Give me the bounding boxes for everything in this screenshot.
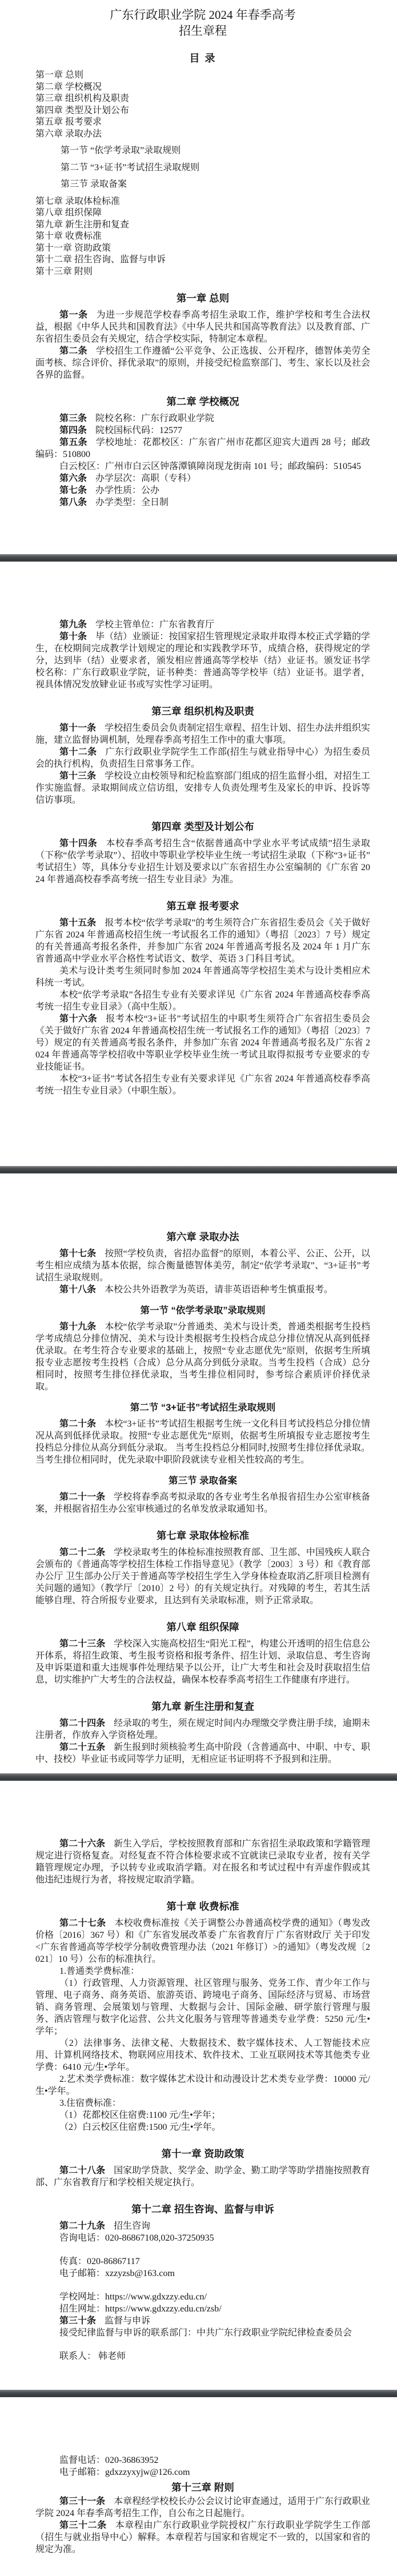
paragraph-text: 学校设立由校领导和纪检监察部门组成的招生监督小组，对招生工作实施监督。录取期间成立信访组，安排专人负责处理考生及家长的申诉、投诉等信访事项。 — [35, 771, 370, 805]
article-number: 第十一条 — [59, 723, 97, 733]
article-number: 第十条 — [59, 632, 87, 642]
toc-item: 第二章 学校概况 — [35, 82, 102, 92]
article-number: 第二十六条 — [59, 1839, 106, 1849]
paragraph — [35, 436, 370, 460]
toc-item: 第十三章 附则 — [35, 266, 93, 277]
toc-item: 第十二章 招生咨询、监督与申诉 — [35, 255, 166, 265]
article-number: 第二十条 — [59, 1419, 97, 1429]
chapter-heading: 第九章 新生注册和复查 — [151, 1701, 254, 1712]
article-number: 第十三条 — [59, 771, 97, 781]
article-number: 第二十七条 — [59, 1918, 106, 1928]
chapter-heading: 第十一章 资助政策 — [161, 2148, 244, 2160]
article-number: 第十六条 — [59, 1014, 98, 1024]
paragraph-text: 新生入学后，学校按照教育部和广东省招生录取政策和学籍管理规定进行资格复查。对经复查不符合体检要求或不宜就读已录取专业者，按有关学籍管理规定办理，予以转专业或取消学籍。对在报名和考试过程中有弄虚作假或其他违纪违规行为者，将按规定取消学籍。 — [35, 1839, 370, 1885]
toc-subitem: 第二节 “3+证书”考试招生录取规则 — [61, 162, 200, 173]
paragraph — [35, 1321, 370, 1393]
paragraph — [35, 2220, 370, 2232]
paragraph-text: 办学性质：公办 — [95, 486, 160, 495]
paragraph: 接受纪律监督与申诉的联系部门：中共广东行政职业学院纪律检查委员会 — [59, 2328, 352, 2338]
paragraph: 联系人： 韩老师 — [59, 2351, 126, 2361]
chapter-heading: 第十三章 附则 — [171, 2482, 234, 2493]
article-number: 第二十五条 — [59, 1742, 106, 1752]
toc-item: 第六章 录取办法 — [35, 129, 102, 139]
paragraph-text: 招生咨询 — [114, 2221, 151, 2231]
paragraph: 电子邮箱：gdxzzyxyjw@126.com — [59, 2467, 190, 2477]
paragraph: 咨询电话：020-86867108,020-37250935 — [59, 2233, 214, 2243]
paragraph-text: 为进一步规范学校春季高考招生录取工作，维护学校和考生合法权益，根据《中华人民共和国教育法》《中华人民共和国高等教育法》以及教育部、广东省招生委员会有关规定，结合学校实际，特制定本章程。 — [35, 310, 370, 344]
paragraph — [35, 424, 370, 436]
article-number: 第二十九条 — [59, 2221, 106, 2231]
chapter-heading: 第五章 报考要求 — [166, 900, 239, 912]
pdf-page — [0, 2397, 397, 2574]
paragraph-text: 院校国标代码：12577 — [95, 426, 183, 435]
paragraph-text: 广东行政职业学院学生工作部(招生与就业指导中心）为招生委员会的执行机构，负责招生日常事务工作。 — [35, 747, 370, 769]
paragraph-text: 本校收费标准按《关于调整公办普通高校学费的通知》（粤发改价格〔2016〕367 号）和《广东省发展改革委 广东省教育厅 广东省财政厅 关于印发<广东省普通高等学校学分制收费管理办法（2021 年修订）>的通知》（粤发改规〔2021〕10 号）公布的标准执行。 — [35, 1918, 370, 1964]
paragraph — [35, 746, 370, 770]
paragraph — [35, 838, 370, 886]
article-number: 第十五条 — [59, 918, 97, 928]
paragraph-text: 毕（结）业颁证：按国家招生管理规定录取并取得本校正式学籍的学生，在校期间完成教学计划规定的理论和实践教学环节，成绩合格，获得规定的学分，达到毕（结）业要求者，颁发相应普通高等学校毕（结）业证书。颁发证书学校名称：广东行政职业学院，证书种类：普通高等学校毕（结）业证书。退学者，视具体情况发放肄业证书或写实性学习证明。 — [35, 632, 370, 690]
article-number: 第二十四条 — [59, 1718, 106, 1728]
paragraph — [35, 1547, 370, 1607]
paragraph — [35, 2519, 370, 2555]
chapter-heading: 第二章 学校概况 — [166, 396, 239, 407]
paragraph — [35, 309, 370, 345]
article-number: 第八条 — [59, 498, 87, 507]
page-separator — [0, 1166, 397, 1173]
paragraph — [35, 2495, 370, 2519]
article-number: 第六条 — [59, 474, 87, 483]
pdf-page — [0, 1781, 397, 2390]
toc-item: 第十章 收费标准 — [35, 231, 102, 241]
toc-item: 第七章 录取体检标准 — [35, 196, 121, 206]
paragraph-text: 学校录取考生的体检标准按照教育部、卫生部、中国残疾人联合会颁布的《普通高等学校招生体检工作指导意见》（教学〔2003〕3 号）和《教育部办公厅 卫生部办公厅关于普通高等学校招生学生入学身体检查取消乙肝项目检测有关问题的通知》（教学厅〔2010〕2 号）的有关规定执行。对残障的考生，若其生活能够自理、符合所报专业要求，且达到有关录取标准，则予正常录取。 — [35, 1548, 370, 1605]
paragraph-text: 本校“依学考录取”分普通类、美术与设计类，普通类根据考生投档学考成绩总分排位情况、美术与设计类根据考生投档合成总分排位情况从高到低择优录取。在考生符合专业要求的基础上，按照“专业志愿优先”原则，依据考生所填报专业志愿按考生投档（合成）总分从高分到低分录取。当考生投档（合成）总分相同时，按照考生排位择优录取，当考生排位相同时，参考综合素质评价择优录取。 — [35, 1322, 370, 1392]
chapter-heading: 第四章 类型及计划公布 — [151, 821, 254, 832]
paragraph — [35, 770, 370, 806]
paragraph-text: 经录取的考生，须在规定时间内办理缴交学费注册手续，逾期未注册者，作放弃入学资格处理。 — [35, 1718, 370, 1740]
paragraph-text: 学校深入实施高校招生“阳光工程”，构建公开透明的招生信息公开体系，将招生政策、考生报考资格和报考条件、招生计划、录取信息、考生咨询及申诉渠道和重大违规事件处理结果予以公开，让广大考生和社会及时获取招生信息，切实维护广大考生的合法权益，确保本校春季高考招生工作健康有序进行。 — [35, 1639, 370, 1685]
paragraph-text: 学校主管单位：广东省教育厅 — [95, 620, 215, 630]
paragraph: 监督电话：020-36863952 — [59, 2455, 159, 2465]
paragraph: （2）白云校区住宿费:1500 元/生•学年。 — [59, 2122, 221, 2132]
paragraph-text: 学校地址：花都校区：广东省广州市花都区迎宾大道西 28 号；邮政编码：510800 — [35, 438, 370, 459]
paragraph-text: 办学类型：全日制 — [95, 498, 169, 507]
paragraph-text: 本校春季高考招生含“依据普通高中学业水平考试成绩”招生录取（下称“依学考录取”）、招收中等职业学校毕业生统一考试招生录取（下称“3+证书”考试招生）等，具体分专业招生计划及要求以广东省招生办公室编制的《广东省 2024 年普通高校春季高考统一招生专业目录》为准。 — [35, 839, 370, 884]
article-number: 第三十一条 — [59, 2497, 106, 2506]
paragraph: 2.艺术类学费标准：数字媒体艺术设计和动漫设计艺术类专业学费：10000 元/生•学年。 — [35, 2074, 370, 2096]
paragraph-text: 本校“3+证书”考试招生根据考生统一文化科目考试投档总分排位情况从高到低择优录取。按照“专业志愿优先”原则，依据考生所填报专业志愿按考生投档总分排位从高分到低分录取。 当考生投档总分相同时,按照考生排位择优录取。当考生排位相同时，优先录取中职阶段就读专业相关性较高的考生。 — [35, 1419, 370, 1465]
paragraph — [35, 345, 370, 381]
article-number: 第七条 — [59, 486, 87, 495]
link-line[interactable]: 学校网址：https://www.gdxzzy.edu.cn/ — [59, 2292, 207, 2302]
section-heading: 第二节 “3+证书”考试招生录取规则 — [130, 1403, 276, 1413]
paragraph — [35, 1491, 370, 1515]
paragraph — [35, 1284, 370, 1296]
paragraph: 美术与设计类考生须同时参加 2024 年普通高等学校招生美术与设计类相应术科统一考试。 — [35, 966, 370, 988]
chapter-heading: 第六章 录取办法 — [166, 1231, 239, 1243]
toc-item: 第九章 新生注册和复查 — [35, 219, 130, 230]
document-title: 广东行政职业学院 2024 年春季高考 — [110, 8, 296, 22]
paragraph-text: 国家助学贷款、奖学金、助学金、勤工助学等助学措施按照教育部、广东省教育厅和学校相关规定执行。 — [35, 2166, 370, 2188]
paragraph-text: 报考本校“3+证书”考试招生的中职考生须符合广东省招生委员会《关于做好广东省 2024 年普通高校招生统一考试报名工作的通知》（粤招〔2023〕7 号）规定的有关普通高考报名条件，并参加广东省 2024 年普通高考报名及广东省 2024 年普通高等学校招收中等职业学校毕业生统一考试且取得拟报考专业要求的专业技能证书。 — [35, 1014, 370, 1072]
link-line[interactable]: 招生网址：https://www.gdxzzy.edu.cn/zsb/ — [59, 2304, 222, 2314]
pdf-page — [0, 562, 397, 1166]
chapter-heading: 第十章 收费标准 — [166, 1901, 239, 1912]
paragraph-text: 监督与申诉 — [105, 2316, 151, 2326]
article-number: 第十九条 — [59, 1322, 97, 1332]
chapter-heading: 第七章 录取体检标准 — [156, 1530, 250, 1541]
paragraph — [35, 1741, 370, 1765]
article-number: 第三条 — [59, 414, 87, 423]
page-separator — [0, 2390, 397, 2397]
chapter-heading: 第八章 组织保障 — [166, 1621, 239, 1633]
paragraph — [35, 1418, 370, 1466]
paragraph: 本校“3+证书”考试各招生专业有关要求详见《广东省 2024 年普通高校春季高考统一招生专业目录》（中职生版）。 — [35, 1074, 370, 1096]
paragraph — [35, 1838, 370, 1886]
pdf-page — [0, 0, 397, 554]
paragraph — [35, 1248, 370, 1284]
paragraph: 3.住宿费标准： — [59, 2098, 122, 2108]
paragraph-text: 按照“学校负责，省招办监督”的原则，本着公平、公正、公开，以考生相应成绩为基本依据，综合衡量德智体美劳，制定“依学考录取”、“3+证书”考试招生录取规则。 — [35, 1249, 370, 1283]
article-number: 第九条 — [59, 620, 87, 630]
article-number: 第三十二条 — [59, 2521, 107, 2530]
paragraph-text: 学校将春季高考拟录取的各专业考生名单报省招生办公室审核备案，并根据省招生办公室审核通过的名单发放录取通知书。 — [35, 1492, 370, 1514]
paragraph-text: 办学层次：高职（专科） — [95, 474, 197, 483]
paragraph — [35, 1638, 370, 1686]
paragraph — [35, 484, 370, 496]
article-number: 第十七条 — [59, 1249, 97, 1259]
paragraph-text: 学校招生工作遵循“公平竞争、公正选拔、公开程序，德智体美劳全面考核、综合评价、择优录取”的原则，并接受纪检监察部门、考生、家长以及社会各界的监督。 — [35, 346, 370, 380]
toc-item: 第八章 组织保障 — [35, 208, 102, 218]
toc-item: 第一章 总则 — [35, 70, 84, 80]
paragraph: 传真：020-86867117 — [59, 2257, 140, 2266]
chapter-heading: 第三章 组织机构及职责 — [151, 706, 254, 717]
paragraph — [35, 472, 370, 484]
page-separator — [0, 1773, 397, 1781]
section-heading: 第三节 录取备案 — [168, 1476, 238, 1486]
article-number: 第十八条 — [59, 1285, 97, 1295]
paragraph: （1）行政管理、人力资源管理、社区管理与服务、党务工作、青少年工作与管理、电子商务、商务英语、旅游英语、跨境电子商务、国际经济与贸易、市场营销、商务管理、会展策划与管理、大数据与会计、国际金融、研学旅行管理与服务、酒店管理与数字化运营、公共文化服务与管理等普通类专业学费：5250 元/生•学年； — [35, 1978, 370, 2036]
paragraph-text: 报考本校“依学考录取”的考生须符合广东省招生委员会《关于做好广东省 2024 年普通高校招生统一考试报名工作的通知》（粤招〔2023〕7 号）规定的有关普通高考报名条件，并参加广东省 2024 年普通高考报名及 2024 年 1 月广东省普通高中学业水平合格性考试语文、数学、英语 3 门科目考试。 — [35, 918, 370, 964]
section-heading: 第一节 “依学考录取”录取规则 — [140, 1305, 266, 1316]
paragraph — [35, 1917, 370, 1965]
article-number: 第二条 — [59, 346, 87, 356]
paragraph-text: 新生报到时须核验考生高中阶段（含普通高中、中职、中专、职中、技校）毕业证书或同等学力证明，无相应证书证明将不予报到和注册。 — [35, 1742, 370, 1764]
paragraph — [35, 722, 370, 746]
paragraph-text: 学校招生委员会负责制定招生章程、招生计划、招生办法并组织实施，建立监督协调机制，处理春季高考招生工作中的重大事项。 — [35, 723, 370, 745]
article-number: 第二十三条 — [59, 1639, 106, 1649]
paragraph — [35, 631, 370, 691]
paragraph: 白云校区：广州市白云区钟落潭镇障岗现龙街南 101 号；邮政编码：510545 — [59, 462, 362, 471]
paragraph — [35, 412, 370, 424]
paragraph-text: 本校公共外语教学为英语，请非英语语种考生慎重报考。 — [105, 1285, 334, 1295]
document-title: 招生章程 — [179, 24, 227, 38]
paragraph — [35, 917, 370, 965]
page-separator — [0, 554, 397, 562]
paragraph: 本校“依学考录取”各招生专业有关要求详见《广东省 2024 年普通高校春季高考统一招生专业目录》（高中生版）。 — [35, 990, 370, 1012]
paragraph — [35, 2315, 370, 2327]
toc-item: 第三章 组织机构及职责 — [35, 94, 130, 103]
paragraph — [35, 619, 370, 631]
paragraph: （1）花都校区住宿费:1100 元/生•学年； — [59, 2110, 220, 2120]
article-number: 第二十一条 — [59, 1492, 106, 1502]
toc-item: 第四章 类型及计划公布 — [35, 105, 130, 115]
paragraph-text: 院校名称：广东行政职业学院 — [95, 414, 215, 423]
article-number: 第十四条 — [59, 839, 98, 848]
article-number: 第五条 — [59, 438, 87, 447]
toc-subitem: 第三节 录取备案 — [61, 179, 127, 189]
chapter-heading: 第十二章 招生咨询、监督与申诉 — [131, 2204, 274, 2215]
toc-subitem: 第一节 “依学考录取”录取规则 — [61, 146, 181, 155]
article-number: 第十二条 — [59, 747, 97, 757]
paragraph — [35, 2165, 370, 2189]
toc-heading: 目 录 — [189, 53, 216, 64]
chapter-heading: 第一章 总则 — [176, 293, 230, 304]
paragraph — [35, 1013, 370, 1073]
article-number: 第二十二条 — [59, 1548, 106, 1557]
article-number: 第四条 — [59, 426, 87, 435]
paragraph-text: 本章程经学校校长办公会议讨论审查通过，适用于广东行政职业学院 2024 年春季高考招生工作，自公布之日起施行。 — [35, 2497, 370, 2518]
toc-item: 第五章 报考要求 — [35, 117, 102, 127]
paragraph: 1.普通类学费标准： — [59, 1966, 140, 1976]
article-number: 第一条 — [59, 310, 88, 320]
toc-item: 第十一章 资助政策 — [35, 243, 111, 253]
paragraph — [35, 496, 370, 508]
article-number: 第二十八条 — [59, 2166, 106, 2176]
pdf-page — [0, 1173, 397, 1773]
paragraph — [35, 1717, 370, 1741]
article-number: 第三十条 — [59, 2316, 97, 2326]
paragraph: （2）法律事务、法律文秘、大数据技术、数字媒体技术、人工智能技术应用、计算机网络技术、物联网应用技术、软件技术、工业互联网技术等其他类专业学费：6410 元/生•学年。 — [35, 2038, 370, 2072]
paragraph: 电子邮箱：xzzyzsb@163.com — [59, 2269, 175, 2278]
paragraph-text: 本章程由广东行政职业学院授权广东行政职业学院学生工作部（招生与就业指导中心）解释。本章程若与国家和省规定不一致的，以国家和省的规定为准。 — [35, 2521, 370, 2554]
